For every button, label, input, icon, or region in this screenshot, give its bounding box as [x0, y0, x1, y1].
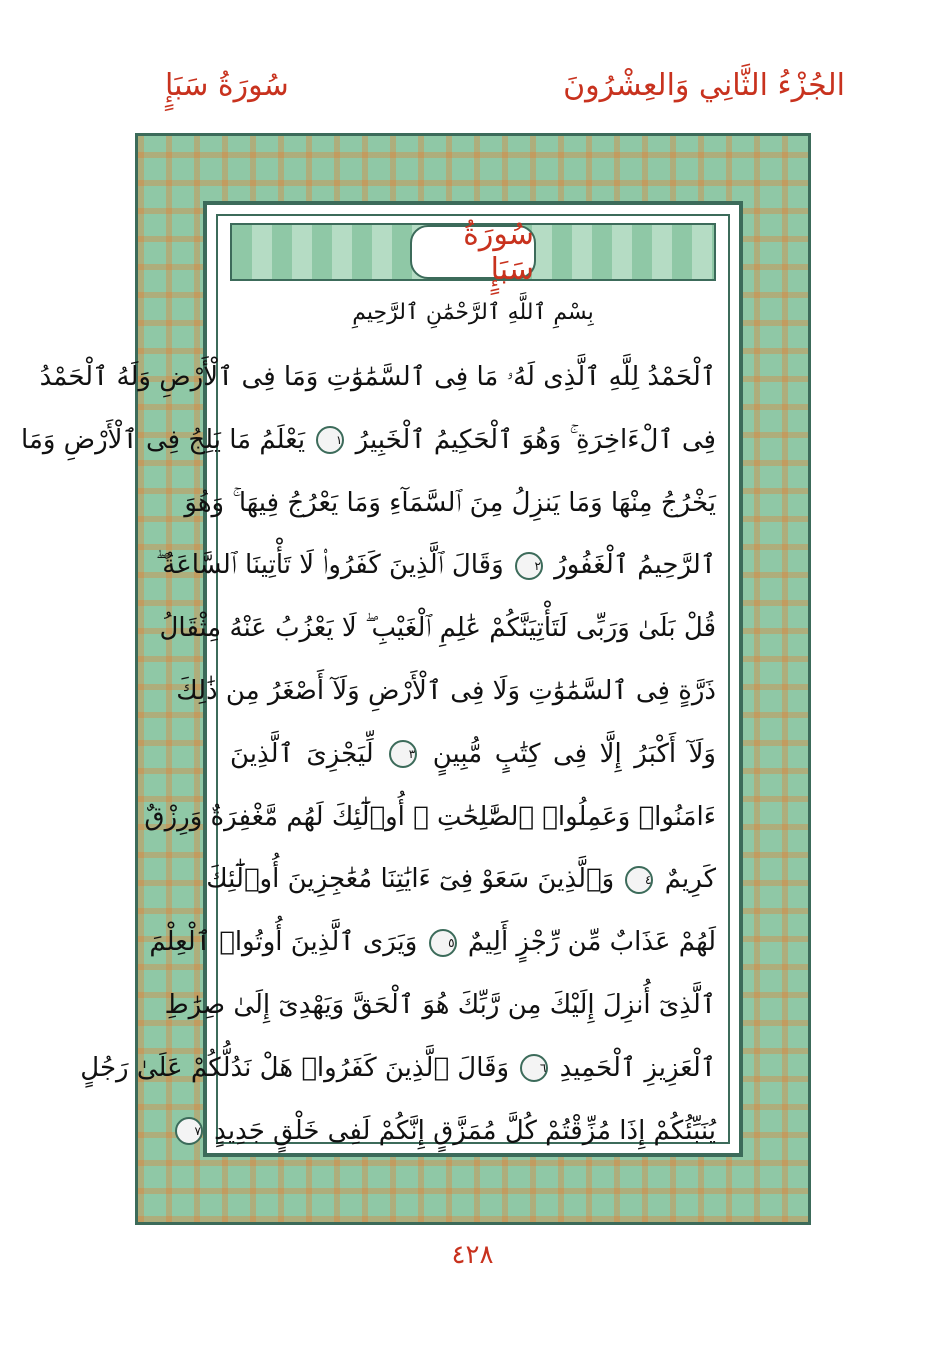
verse-text: وَٱلَّذِينَ سَعَوْ فِىٓ ءَايَٰتِنَا مُعَٰجِزِينَ أُو۟لَٰٓئِكَ: [206, 864, 623, 895]
verse-line: [80, 1037, 716, 1100]
verse-line: [194, 1100, 716, 1163]
basmala: بِسْمِ ٱللَّهِ ٱلرَّحْمَٰنِ ٱلرَّحِيمِ: [352, 300, 594, 325]
verse-line: [144, 786, 716, 849]
verse-text: وَقَالَ ٱلَّذِينَ كَفَرُوا۟ لَا تَأْتِينَا ٱلسَّاعَةُ ۖ: [155, 550, 512, 581]
verse-text: وَيَرَى ٱلَّذِينَ أُوتُوا۟ ٱلْعِلْمَ: [149, 927, 426, 958]
verse-text: لَهُمْ عَذَابٌ مِّن رِّجْزٍ أَلِيمٌ: [459, 927, 716, 958]
verse-text: ذَرَّةٍ فِى ٱلسَّمَٰوَٰتِ وَلَا فِى ٱلْأَرْضِ وَلَآ أَصْغَرُ مِن ذَٰلِكَ: [176, 675, 716, 706]
verse-text: فِى ٱلْءَاخِرَةِ ۚ وَهُوَ ٱلْحَكِيمُ ٱلْخَبِيرُ: [347, 424, 716, 455]
verse-line: [230, 723, 716, 786]
verse-text: لِّيَجْزِىَ ٱلَّذِينَ: [230, 738, 387, 769]
verse-text: يَعْلَمُ مَا يَلِجُ فِى ٱلْأَرْضِ وَمَا: [21, 424, 314, 455]
page-number: ٤٢٨: [451, 1240, 494, 1270]
verse-text: كَرِيمٌ: [656, 864, 716, 895]
ayah-number-marker: ٧: [175, 1117, 203, 1145]
ayah-number-marker: ٢: [515, 552, 543, 580]
ayah-number-marker: ١: [316, 426, 344, 454]
verse-line: [155, 534, 716, 597]
surah-header: سُورَةُ سَبَإٍ: [165, 68, 289, 103]
verse-line: [21, 409, 716, 472]
verse-lines: [21, 346, 716, 1162]
verse-line: [159, 597, 716, 660]
verse-text: وَلَآ أَكْبَرُ إِلَّا فِى كِتَٰبٍ مُّبِينٍ: [420, 738, 716, 769]
verse-text: ٱلْعَزِيزِ ٱلْحَمِيدِ: [551, 1052, 716, 1083]
verse-line: [164, 974, 716, 1037]
verse-text: يُنَبِّئُكُمْ إِذَا مُزِّقْتُمْ كُلَّ مُمَزَّقٍ إِنَّكُمْ لَفِى خَلْقٍ جَدِيدٍ: [205, 1115, 716, 1146]
verse-line: [184, 472, 716, 535]
verse-text: ءَامَنُوا۟ وَعَمِلُوا۟ ٱلصَّٰلِحَٰتِ ۚ أُو۟لَٰٓئِكَ لَهُم مَّغْفِرَةٌ وَرِزْقٌ: [144, 801, 716, 832]
verse-line: [39, 346, 716, 409]
verse-text: قُلْ بَلَىٰ وَرَبِّى لَتَأْتِيَنَّكُمْ عَٰلِمِ ٱلْغَيْبِ ۖ لَا يَعْزُبُ عَنْهُ مِثْقَالُ: [159, 613, 716, 644]
verse-text: يَخْرُجُ مِنْهَا وَمَا يَنزِلُ مِنَ ٱلسَّمَآءِ وَمَا يَعْرُجُ فِيهَا ۚ وَهُوَ: [184, 487, 716, 518]
ayah-number-marker: ٣: [389, 740, 417, 768]
ayah-number-marker: ٦: [520, 1054, 548, 1082]
surah-title-cartouche: [410, 217, 536, 287]
verse-text: وَقَالَ ٱلَّذِينَ كَفَرُوا۟ هَلْ نَدُلُّكُمْ عَلَىٰ رَجُلٍ: [80, 1052, 518, 1083]
verse-text: ٱلَّذِىٓ أُنزِلَ إِلَيْكَ مِن رَّبِّكَ هُوَ ٱلْحَقَّ وَيَهْدِىٓ إِلَىٰ صِرَٰطِ: [164, 989, 716, 1020]
verse-line: [149, 911, 716, 974]
verse-line: [206, 848, 716, 911]
verse-line: [176, 660, 716, 723]
verse-text: ٱلْحَمْدُ لِلَّهِ ٱلَّذِى لَهُۥ مَا فِى ٱلسَّمَٰوَٰتِ وَمَا فِى ٱلْأَرْضِ وَلَهُ ٱلْحَمْدُ: [39, 362, 716, 392]
juz-header: الجُزْءُ الثَّانِي وَالعِشْرُونَ: [563, 68, 845, 103]
ayah-number-marker: ٤: [625, 866, 653, 894]
surah-title: سُورَةُ سَبَإٍ: [463, 217, 534, 287]
ayah-number-marker: ٥: [429, 929, 457, 957]
verse-text: ٱلرَّحِيمُ ٱلْغَفُورُ: [545, 550, 716, 581]
